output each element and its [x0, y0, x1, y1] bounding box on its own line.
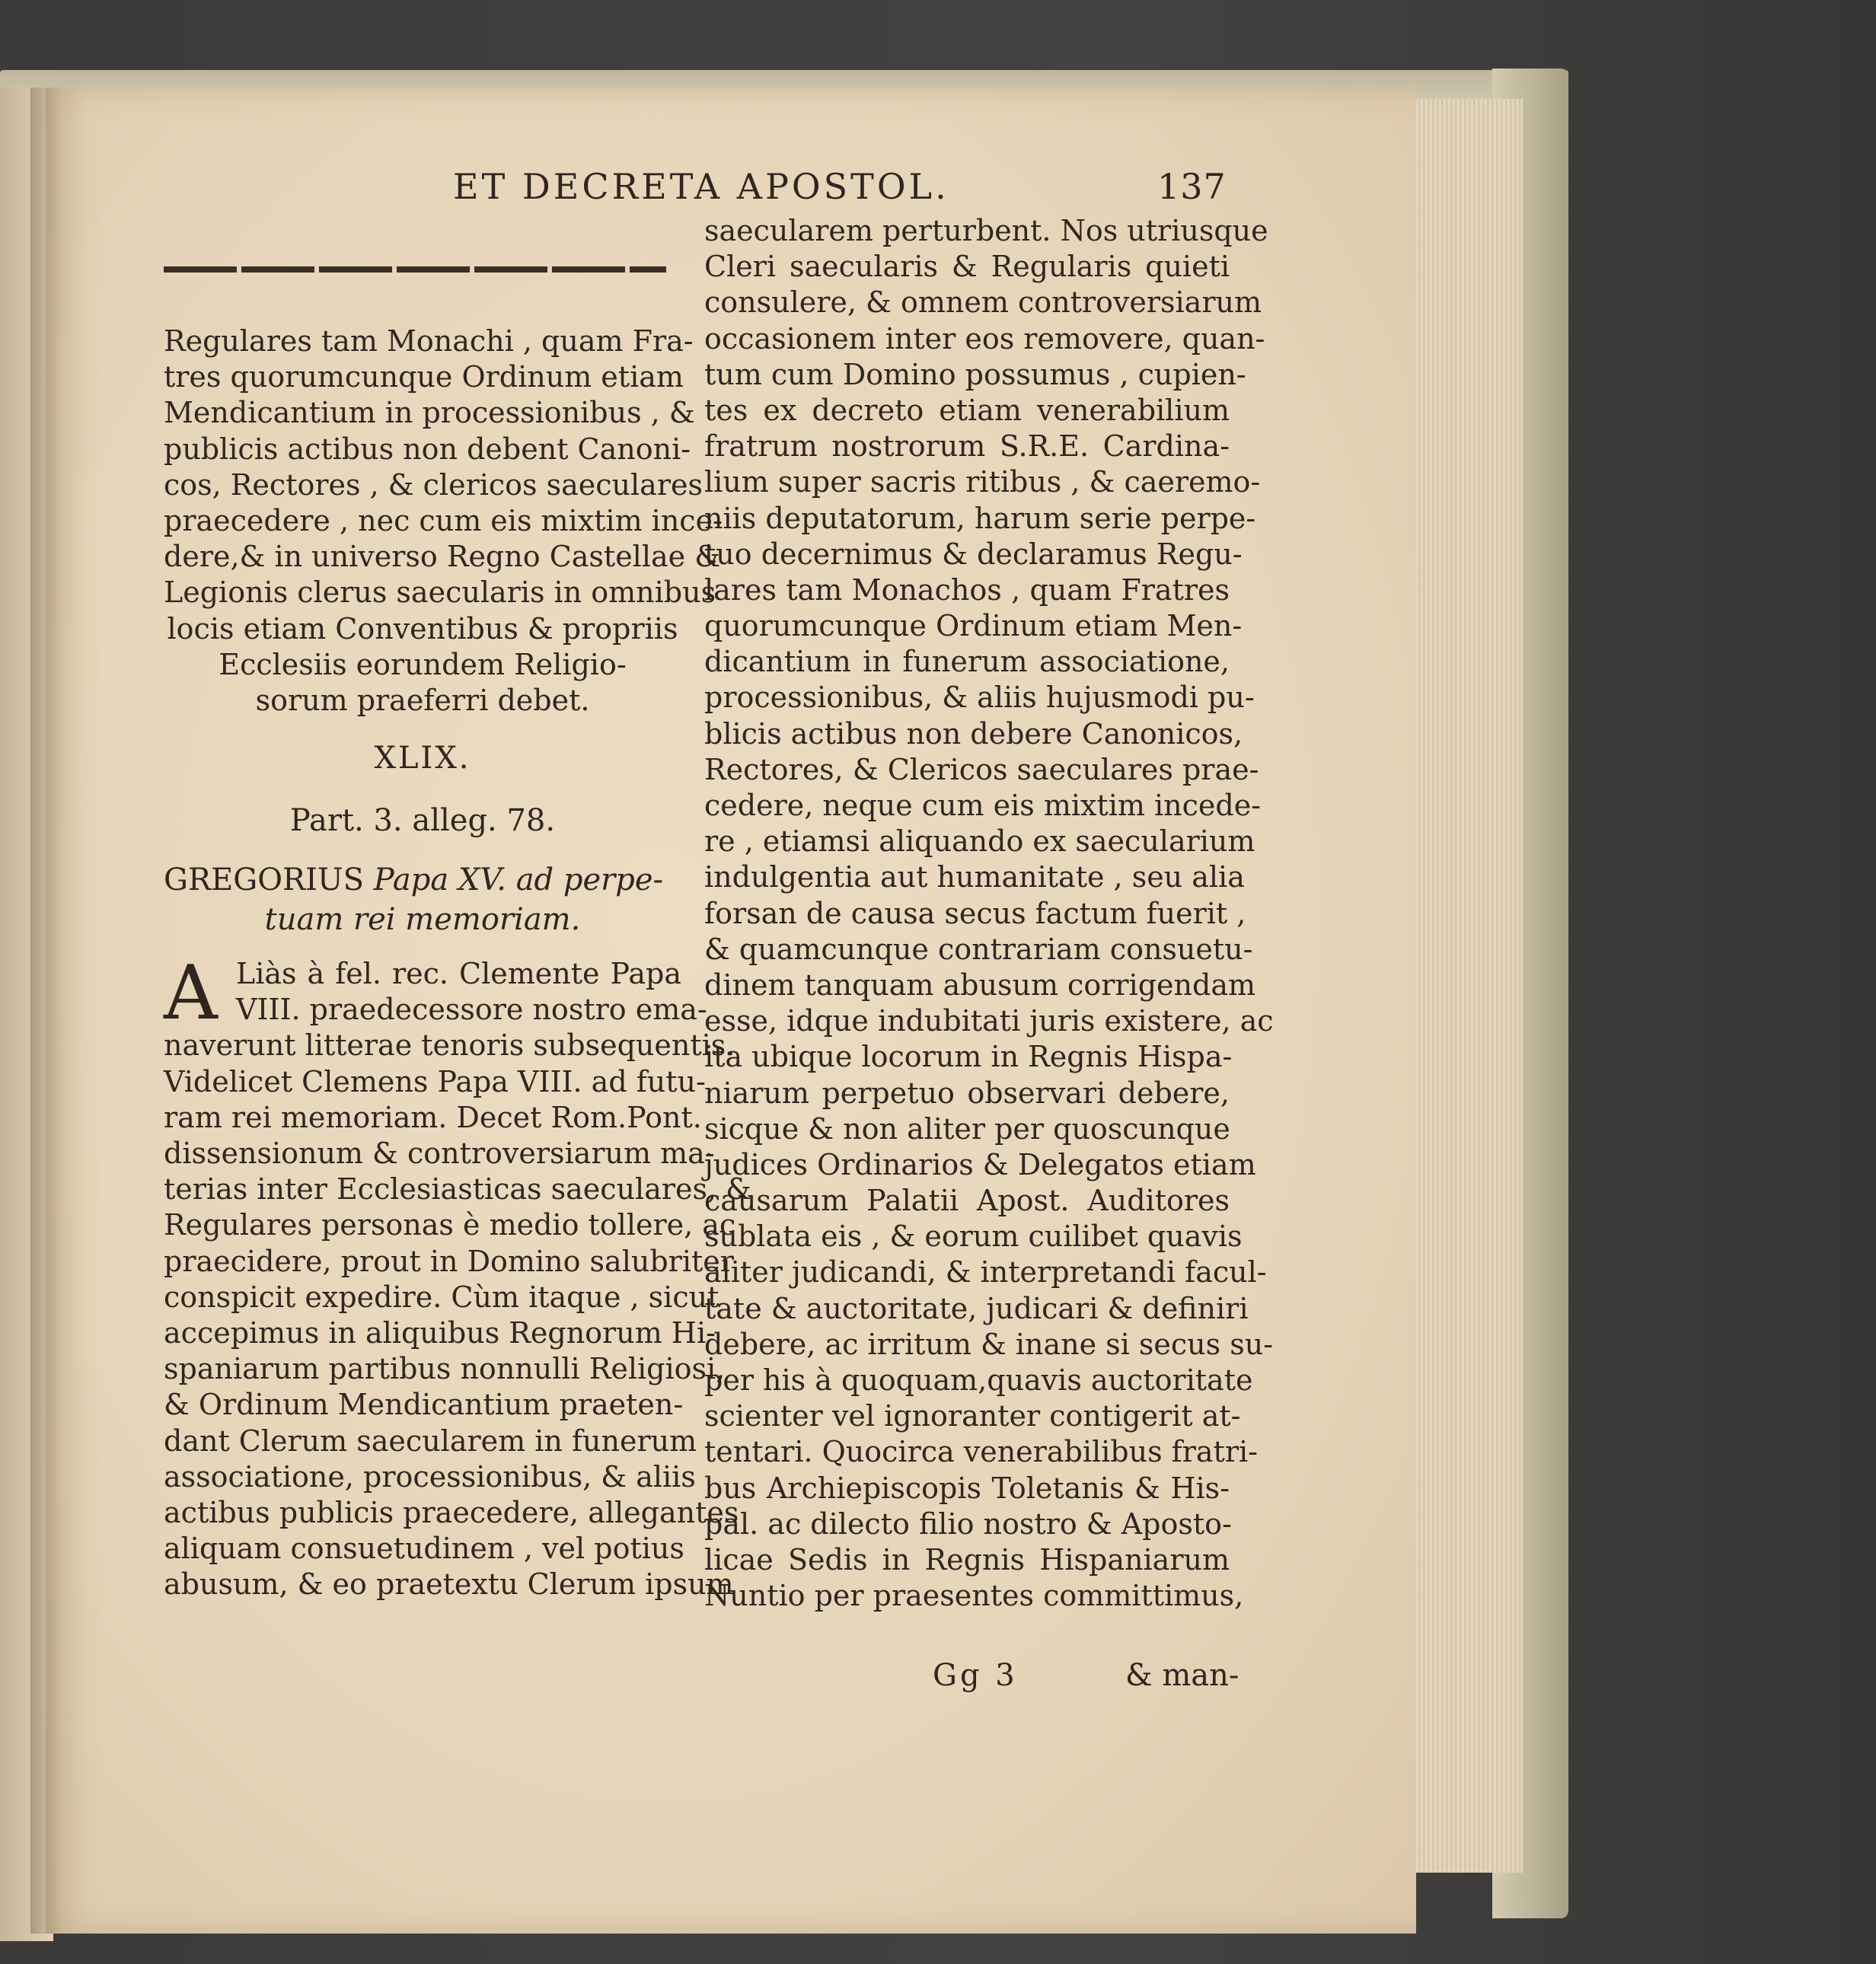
body-line: lium super sacris ritibus , & caeremo-: [704, 465, 1261, 499]
summary-line: sorum praeferri debet.: [255, 683, 590, 717]
left-column: [164, 324, 751, 1602]
page-gutter-shadow: [30, 88, 61, 1934]
body-line: Videlicet Clemens Papa VIII. ad futu-: [164, 1064, 706, 1098]
body-line: actibus publicis praecedere, allegantes: [164, 1495, 739, 1529]
body-line: esse, idque indubitati juris existere, ac: [704, 1004, 1274, 1038]
body-line: sicque & non aliter per quoscunque: [704, 1111, 1230, 1146]
body-line: conspicit expedire. Cùm itaque , sicut: [164, 1280, 719, 1314]
signature-mark: Gg 3: [933, 1658, 1018, 1693]
body-line: per his à quoquam,quavis auctoritate: [704, 1363, 1253, 1397]
ornamental-rule: [164, 266, 666, 273]
summary-line: Ecclesiis eorundem Religio-: [219, 647, 627, 681]
document-heading: [164, 860, 681, 939]
body-line: dinem tanquam abusum corrigendam: [704, 968, 1256, 1002]
summary-line: publicis actibus non debent Canoni-: [164, 432, 691, 466]
body-line: associatione, processionibus, & aliis: [164, 1459, 696, 1494]
body-line: processionibus, & aliis hujusmodi pu-: [704, 681, 1255, 715]
body-line: praecidere, prout in Domino salubriter: [164, 1244, 734, 1278]
body-line: blicis actibus non debere Canonicos,: [704, 716, 1243, 751]
body-line: Nuntio per praesentes committimus,: [704, 1579, 1244, 1613]
body-line: cedere, neque cum eis mixtim incede-: [704, 789, 1262, 822]
body-line: lares tam Monachos , quam Fratres: [704, 572, 1230, 607]
body-line: tentari. Quocirca venerabilibus fratri-: [704, 1435, 1258, 1469]
summary-line: Legionis clerus saecularis in omnibus: [164, 575, 716, 610]
catchword: & man-: [1125, 1658, 1240, 1693]
body-line: saecularem perturbent. Nos utriusque: [704, 214, 1268, 247]
body-line: fratrum nostrorum S.R.E. Cardina-: [704, 429, 1230, 464]
summary-line: Regulares tam Monachi , quam Fra-: [164, 324, 694, 358]
body-line: quorumcunque Ordinum etiam Men-: [704, 609, 1243, 643]
body-line: dant Clerum saecularem in funerum: [164, 1424, 697, 1458]
heading-italic: tuam rei memoriam.: [264, 902, 581, 938]
body-line: sublata eis , & eorum cuilibet quavis: [704, 1220, 1243, 1254]
running-title: ET DECRETA APOSTOL.: [453, 166, 949, 207]
heading-pope-name: GREGORIUS: [164, 862, 365, 898]
body-line: scienter vel ignoranter contigerit at-: [704, 1399, 1241, 1433]
body-line: & quamcunque contrariam consuetu-: [704, 932, 1253, 966]
body-line: ita ubique locorum in Regnis Hispa-: [704, 1040, 1233, 1074]
body-line: Liàs à fel. rec. Clemente Papa: [236, 957, 681, 991]
body-line: ram rei memoriam. Decet Rom.Pont.: [164, 1100, 702, 1134]
summary-line: praecedere , nec cum eis mixtim ince-: [164, 503, 723, 537]
body-line: niis deputatorum, harum serie perpe-: [704, 501, 1256, 535]
body-line: indulgentia aut humanitate , seu alia: [704, 860, 1245, 894]
body-line: tum cum Domino possumus , cupien-: [704, 357, 1246, 391]
body-line: abusum, & eo praetextu Clerum ipsum: [164, 1567, 734, 1602]
summary-line: dere,& in universo Regno Castellae &: [164, 540, 721, 574]
body-line: pal. ac dilecto filio nostro & Aposto-: [704, 1506, 1232, 1541]
body-line: accepimus in aliquibus Regnorum Hi-: [164, 1315, 716, 1350]
body-line: dissensionum & controversiarum ma-: [164, 1137, 715, 1170]
body-text: [164, 950, 751, 1602]
body-line: naverunt litterae tenoris subsequentis.: [164, 1028, 735, 1063]
body-line: re , etiamsi aliquando ex saecularium: [704, 824, 1255, 859]
body-line: VIII. praedecessore nostro ema-: [236, 993, 707, 1027]
body-line: aliter judicandi, & interpretandi facul-: [704, 1255, 1267, 1290]
body-line: niarum perpetuo observari debere,: [704, 1076, 1230, 1110]
body-line: consulere, & omnem controversiarum: [704, 285, 1262, 320]
body-line: forsan de causa secus factum fuerit ,: [704, 896, 1246, 930]
body-line: bus Archiepiscopis Toletanis & His-: [704, 1471, 1230, 1505]
body-line: judices Ordinarios & Delegatos etiam: [704, 1147, 1256, 1181]
body-line: terias inter Ecclesiasticas saeculares, &: [164, 1172, 751, 1207]
drop-cap: A: [164, 950, 218, 1038]
body-line: Rectores, & Clericos saeculares prae-: [704, 752, 1259, 786]
body-line: Regulares personas è medio tollere, ac: [164, 1208, 736, 1242]
body-line: Cleri saecularis & Regularis quieti: [704, 250, 1230, 284]
body-line: tate & auctoritate, judicari & definiri: [704, 1291, 1249, 1325]
summary-line: locis etiam Conventibus & propriis: [167, 611, 678, 646]
summary-block: [164, 324, 723, 719]
section-number: XLIX.: [374, 741, 471, 776]
body-line: tuo decernimus & declaramus Regu-: [704, 537, 1243, 571]
body-line: dicantium in funerum associatione,: [704, 645, 1230, 679]
right-column: [704, 213, 1274, 1614]
body-line: occasionem inter eos removere, quan-: [704, 321, 1265, 355]
body-line: aliquam consuetudinem , vel potius: [164, 1532, 684, 1566]
summary-line: tres quorumcunque Ordinum etiam: [164, 360, 684, 394]
body-line: tes ex decreto etiam venerabilium: [704, 393, 1230, 427]
allegation-reference: Part. 3. alleg. 78.: [289, 803, 556, 839]
heading-italic: Papa XV. ad perpe-: [373, 862, 664, 898]
summary-line: Mendicantium in processionibus , &: [164, 396, 695, 430]
body-line: & Ordinum Mendicantium praeten-: [164, 1388, 684, 1422]
summary-line: cos, Rectores , & clericos saeculares: [164, 467, 703, 502]
body-line: licae Sedis in Regnis Hispaniarum: [704, 1542, 1230, 1577]
page-number: 137: [1157, 166, 1227, 207]
body-line: causarum Palatii Apost. Auditores: [704, 1184, 1230, 1218]
body-line: spaniarum partibus nonnulli Religiosi,: [164, 1352, 726, 1386]
body-line: debere, ac irritum & inane si secus su-: [704, 1327, 1274, 1361]
